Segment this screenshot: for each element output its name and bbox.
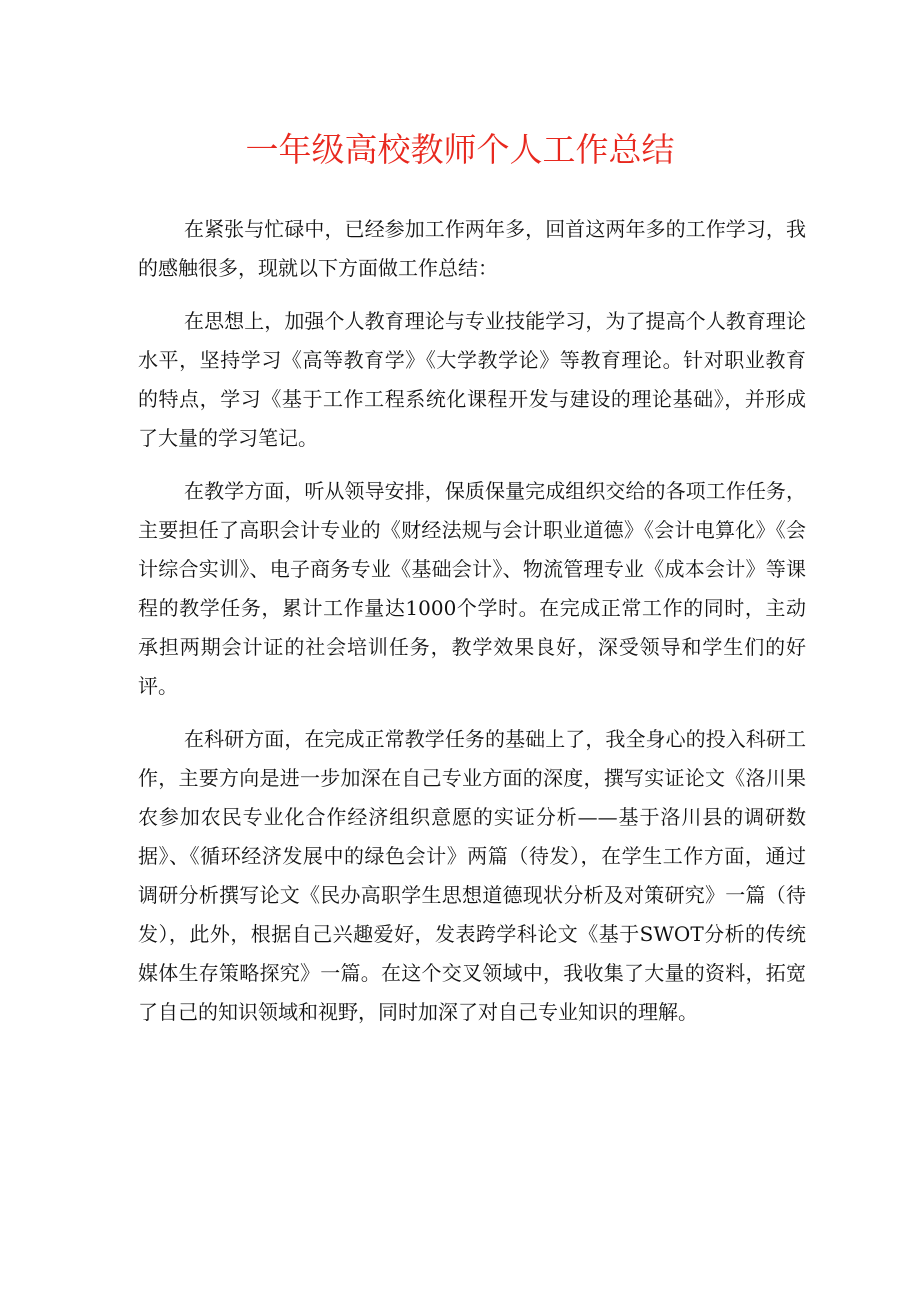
paragraph-intro: 在紧张与忙碌中，已经参加工作两年多，回首这两年多的工作学习，我的感触很多，现就以下方面做工作总结： [138,217,806,280]
document-body [138,210,806,1046]
paragraph-research: 在科研方面，在完成正常教学任务的基础上了，我全身心的投入科研工作，主要方向是进一步加深在自己专业方面的深度，撰写实证论文《洛川果农参加农民专业化合作经济组织意愿的实证分析——基于洛川县的调研数据》、《循环经济发展中的绿色会计》两篇（待发），在学生工作方面，通过调研分析撰写论文《民办高职学生思想道德现状分析及对策研究》一篇（待发），此外，根据自己兴趣爱好，发表跨学科论文《基于SWOT分析的传统媒体生存策略探究》一篇。在这个交叉领域中，我收集了大量的资料，拓宽了自己的知识领域和视野，同时加深了对自己专业知识的理解。 [138,727,806,1024]
paragraph-teaching: 在教学方面，听从领导安排，保质保量完成组织交给的各项工作任务，主要担任了高职会计专业的《财经法规与会计职业道德》《会计电算化》《会计综合实训》、电子商务专业《基础会计》、物流管理专业《成本会计》等课程的教学任务，累计工作量达1000个学时。在完成正常工作的同时，主动承担两期会计证的社会培训任务，教学效果良好，深受领导和学生们的好评。 [138,479,806,698]
document-title: 一年级高校教师个人工作总结 [245,130,675,169]
paragraph-ideology: 在思想上，加强个人教育理论与专业技能学习，为了提高个人教育理论水平，坚持学习《高等教育学》《大学教学论》等教育理论。针对职业教育的特点，学习《基于工作工程系统化课程开发与建设的理论基础》，并形成了大量的学习笔记。 [138,309,806,450]
